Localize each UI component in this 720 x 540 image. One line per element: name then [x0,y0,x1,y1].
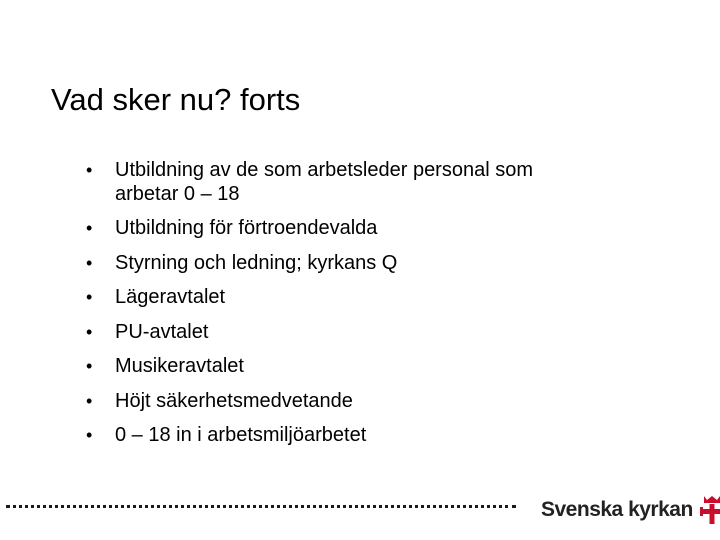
list-item [86,211,646,246]
bullet-dot-icon: • [86,160,93,180]
footer-dotted-divider [6,505,516,508]
brand-name: Svenska kyrkan [541,498,693,521]
list-item [86,384,646,419]
bullet-dot-icon: • [86,321,93,342]
list-item-text: Lägeravtalet [115,286,226,308]
list-item [86,246,646,281]
list-item-text: Höjt säkerhetsmedvetande [115,389,353,412]
list-item-text: Utbildning för förtroendevalda [115,217,378,239]
bullet-dot-icon: • [86,425,93,445]
church-cross-crown-icon [699,495,720,525]
bullet-dot-icon: • [86,356,93,376]
list-item [86,418,646,453]
bullet-dot-icon: • [86,218,93,238]
list-item [86,315,646,350]
list-item-text: 0 – 18 in i arbetsmiljöarbetet [115,424,367,446]
bullet-dot-icon: • [86,287,93,307]
list-item [86,153,646,211]
logo-shape [700,496,720,524]
bullet-dot-icon: • [86,252,93,273]
list-item-text: Utbildning av de som arbetsleder personal som arbetar 0 – 18 [115,159,533,205]
list-item-text: PU-avtalet [115,320,209,343]
bullet-dot-icon: • [86,390,93,411]
bullet-list [86,153,646,453]
list-item [86,349,646,384]
list-item [86,280,646,315]
slide-title: Vad sker nu? forts [51,82,301,117]
list-item-text: Styrning och ledning; kyrkans Q [115,251,398,274]
list-item-text: Musikeravtalet [115,355,244,377]
brand-logo [541,490,720,530]
